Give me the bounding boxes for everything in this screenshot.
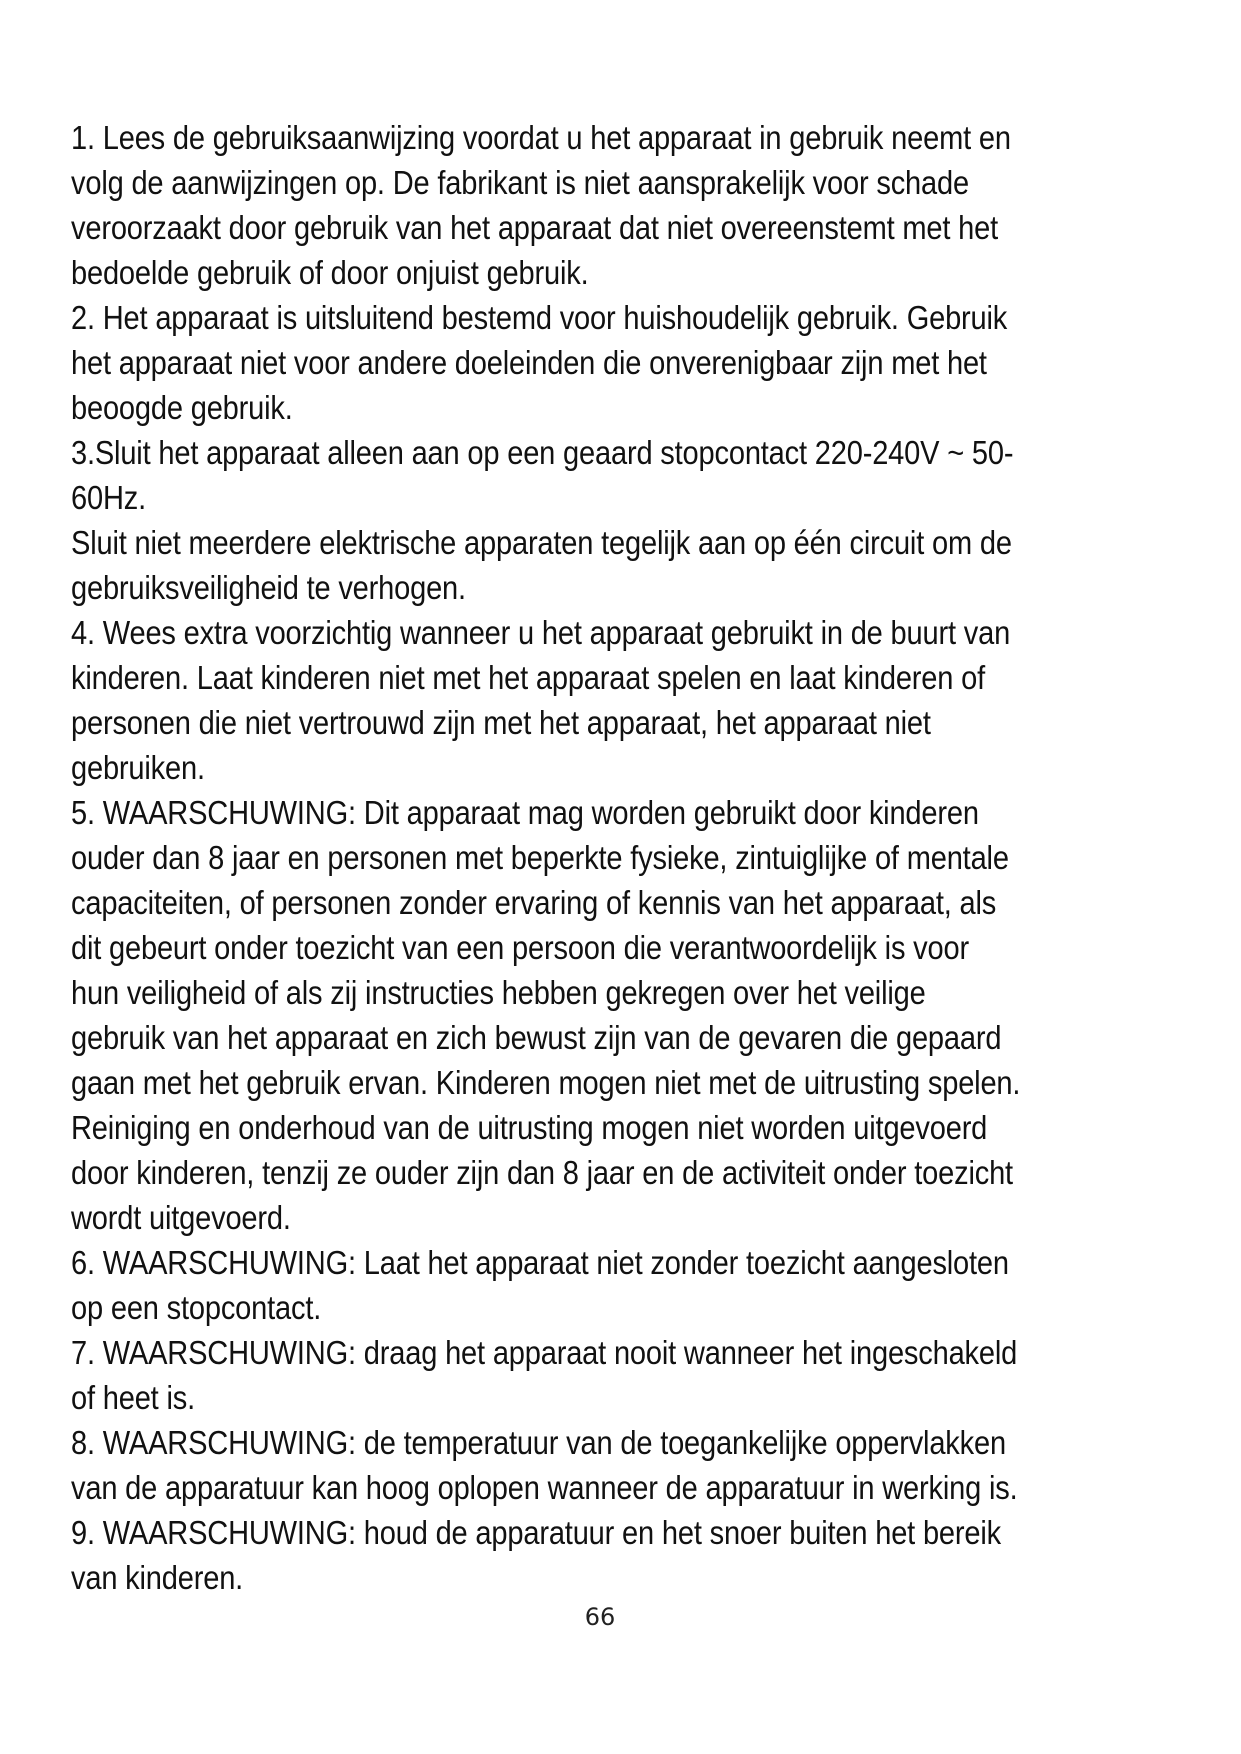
text-line: Sluit niet meerdere elektrische apparaten tegelijk aan op één circuit om de [71, 524, 1012, 561]
text-line: beoogde gebruik. [71, 389, 293, 426]
text-line: van de apparatuur kan hoog oplopen wanneer de apparatuur in werking is. [71, 1469, 1018, 1506]
text-line: gaan met het gebruik ervan. Kinderen mogen niet met de uitrusting spelen. [71, 1064, 1021, 1101]
text-line: wordt uitgevoerd. [71, 1199, 291, 1236]
text-line: het apparaat niet voor andere doeleinden die onverenigbaar zijn met het [71, 344, 987, 381]
paragraph-7 [71, 1330, 1048, 1420]
text-line: 5. WAARSCHUWING: Dit apparaat mag worden gebruikt door kinderen [71, 794, 979, 831]
text-line: dit gebeurt onder toezicht van een persoon die verantwoordelijk is voor [71, 929, 969, 966]
text-line: kinderen. Laat kinderen niet met het apparaat spelen en laat kinderen of [71, 659, 986, 696]
paragraph-6 [71, 1240, 1048, 1330]
text-line: 8. WAARSCHUWING: de temperatuur van de toegankelijke oppervlakken [71, 1424, 1006, 1461]
text-line: op een stopcontact. [71, 1289, 322, 1326]
paragraph-3 [71, 430, 1048, 520]
text-line: ouder dan 8 jaar en personen met beperkte fysieke, zintuiglijke of mentale [71, 839, 1009, 876]
text-line: 6. WAARSCHUWING: Laat het apparaat niet zonder toezicht aangesloten [71, 1244, 1009, 1281]
text-line: 2. Het apparaat is uitsluitend bestemd voor huishoudelijk gebruik. Gebruik [71, 299, 1008, 336]
text-line: hun veiligheid of als zij instructies hebben gekregen over het veilige [71, 974, 926, 1011]
paragraph-9 [71, 1510, 1048, 1600]
text-line: of heet is. [71, 1379, 195, 1416]
text-line: 7. WAARSCHUWING: draag het apparaat nooit wanneer het ingeschakeld [71, 1334, 1018, 1371]
text-line: gebruik van het apparaat en zich bewust zijn van de gevaren die gepaard [71, 1019, 1002, 1056]
text-line: Reiniging en onderhoud van de uitrusting mogen niet worden uitgevoerd [71, 1109, 988, 1146]
text-line: gebruiken. [71, 749, 205, 786]
paragraph-3b [71, 520, 1048, 610]
text-line: 4. Wees extra voorzichtig wanneer u het apparaat gebruikt in de buurt van [71, 614, 1011, 651]
paragraph-2 [71, 295, 1048, 430]
paragraph-8 [71, 1420, 1048, 1510]
page-number: 66 [584, 1603, 616, 1631]
text-line: 9. WAARSCHUWING: houd de apparatuur en het snoer buiten het bereik [71, 1514, 1001, 1551]
text-line: 3.Sluit het apparaat alleen aan op een geaard stopcontact 220-240V ~ 50- [71, 434, 1014, 471]
paragraph-4 [71, 610, 1048, 790]
text-line: door kinderen, tenzij ze ouder zijn dan 8 jaar en de activiteit onder toezicht [71, 1154, 1013, 1191]
text-line: capaciteiten, of personen zonder ervaring of kennis van het apparaat, als [71, 884, 997, 921]
paragraph-1 [71, 115, 1048, 295]
text-line: 60Hz. [71, 479, 146, 516]
text-line: van kinderen. [71, 1559, 244, 1596]
document-body [71, 115, 1048, 1600]
text-line: volg de aanwijzingen op. De fabrikant is niet aansprakelijk voor schade [71, 164, 969, 201]
text-line: gebruiksveiligheid te verhogen. [71, 569, 466, 606]
text-line: personen die niet vertrouwd zijn met het apparaat, het apparaat niet [71, 704, 931, 741]
text-line: veroorzaakt door gebruik van het apparaat dat niet overeenstemt met het [71, 209, 999, 246]
text-line: bedoelde gebruik of door onjuist gebruik. [71, 254, 589, 291]
text-line: 1. Lees de gebruiksaanwijzing voordat u het apparaat in gebruik neemt en [71, 119, 1011, 156]
paragraph-5 [71, 790, 1048, 1240]
